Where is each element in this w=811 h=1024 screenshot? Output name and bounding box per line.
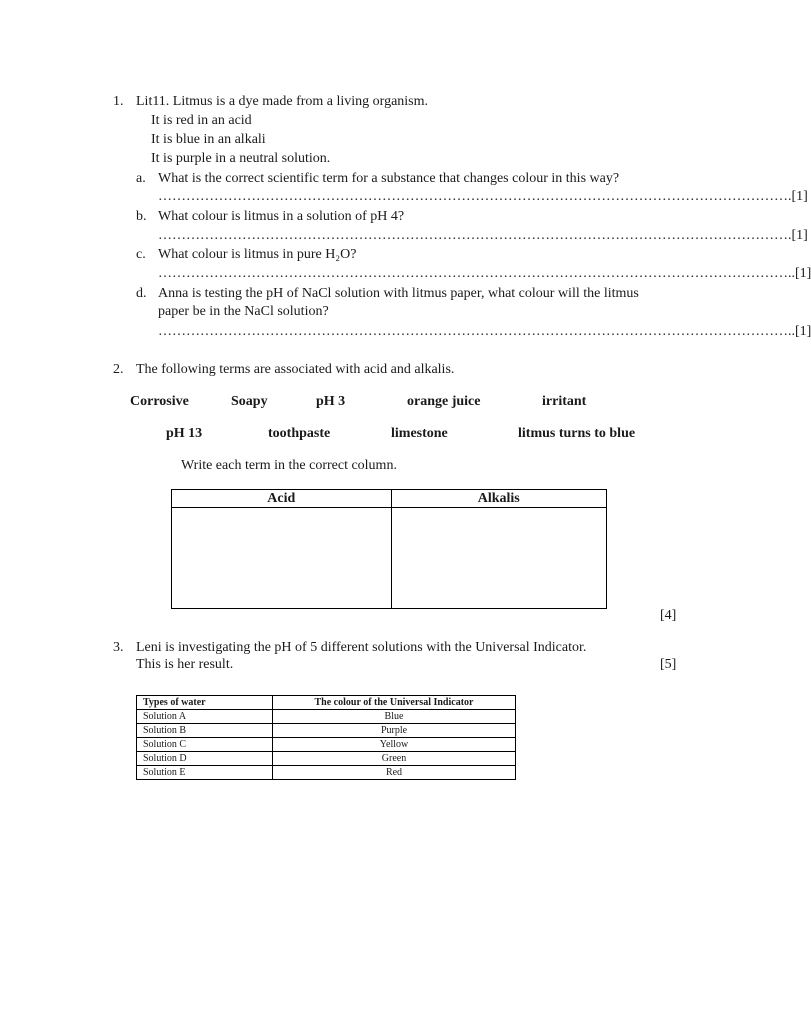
q2-marks: [4] [660,608,677,623]
q2-answer-table [171,489,607,609]
q2-term: limestone [391,426,448,441]
q1-answer-line[interactable]: ……………………………………………………………………………………………………………………….[1] [158,228,808,243]
q2-term: Corrosive [130,394,189,409]
q1-intro: Lit11. Litmus is a dye made from a living organism. [136,94,429,109]
q3-results-table [136,695,516,780]
q1-part-question: What colour is litmus in pure H₂O? [158,247,357,262]
q1-fact: It is red in an acid [151,113,252,128]
indicator-colour: Red [273,766,516,780]
q1-answer-line[interactable]: ………………………………………………………………………………………………………………………..[1] [158,324,811,339]
q1-answer-line[interactable]: ………………………………………………………………………………………………………………………..[1] [158,266,811,281]
q1-fact: It is purple in a neutral solution. [151,151,331,166]
table-row [137,752,516,766]
table-row [137,738,516,752]
solution-name: Solution B [137,724,273,738]
q3-line: Leni is investigating the pH of 5 different solutions with the Universal Indicator. [136,640,587,655]
table-row [137,724,516,738]
q2-intro: The following terms are associated with acid and alkalis. [136,362,455,377]
table-row [137,766,516,780]
indicator-colour: Purple [273,724,516,738]
solution-name: Solution C [137,738,273,752]
q1-part-letter: a. [136,171,146,186]
q1-part-question: Anna is testing the pH of NaCl solution with litmus paper, what colour will the litmus [158,286,639,301]
q3-number: 3. [113,640,124,655]
indicator-colour: Blue [273,710,516,724]
q1-answer-line[interactable]: ……………………………………………………………………………………………………………………….[1] [158,189,808,204]
indicator-colour-header: The colour of the Universal Indicator [273,696,516,710]
q1-part-letter: b. [136,209,147,224]
acid-answer-cell[interactable] [172,508,392,609]
types-of-water-header: Types of water [137,696,273,710]
q1-part-letter: c. [136,247,146,262]
solution-name: Solution D [137,752,273,766]
solution-name: Solution A [137,710,273,724]
indicator-colour: Yellow [273,738,516,752]
alkalis-answer-cell[interactable] [391,508,607,609]
q2-instruction: Write each term in the correct column. [181,458,397,473]
q2-term: orange juice [407,394,481,409]
q2-term: pH 13 [166,426,203,441]
acid-column-header: Acid [172,490,392,508]
q2-term: pH 3 [316,394,346,409]
table-row [137,710,516,724]
q1-number: 1. [113,94,124,109]
q1-part-question: What is the correct scientific term for a substance that changes colour in this way? [158,171,620,186]
q2-term: toothpaste [268,426,331,441]
table-header-row [137,696,516,710]
q3-line: This is her result. [136,657,234,672]
q3-marks: [5] [660,657,677,672]
q2-term: irritant [542,394,587,409]
q1-part-letter: d. [136,286,147,301]
q2-number: 2. [113,362,124,377]
q2-term: Soapy [231,394,268,409]
indicator-colour: Green [273,752,516,766]
alkalis-column-header: Alkalis [391,490,607,508]
q2-term: litmus turns to blue [518,426,636,441]
q1-part-question: What colour is litmus in a solution of pH 4? [158,209,405,224]
q1-fact: It is blue in an alkali [151,132,266,147]
q1-part-question: paper be in the NaCl solution? [158,304,329,319]
solution-name: Solution E [137,766,273,780]
